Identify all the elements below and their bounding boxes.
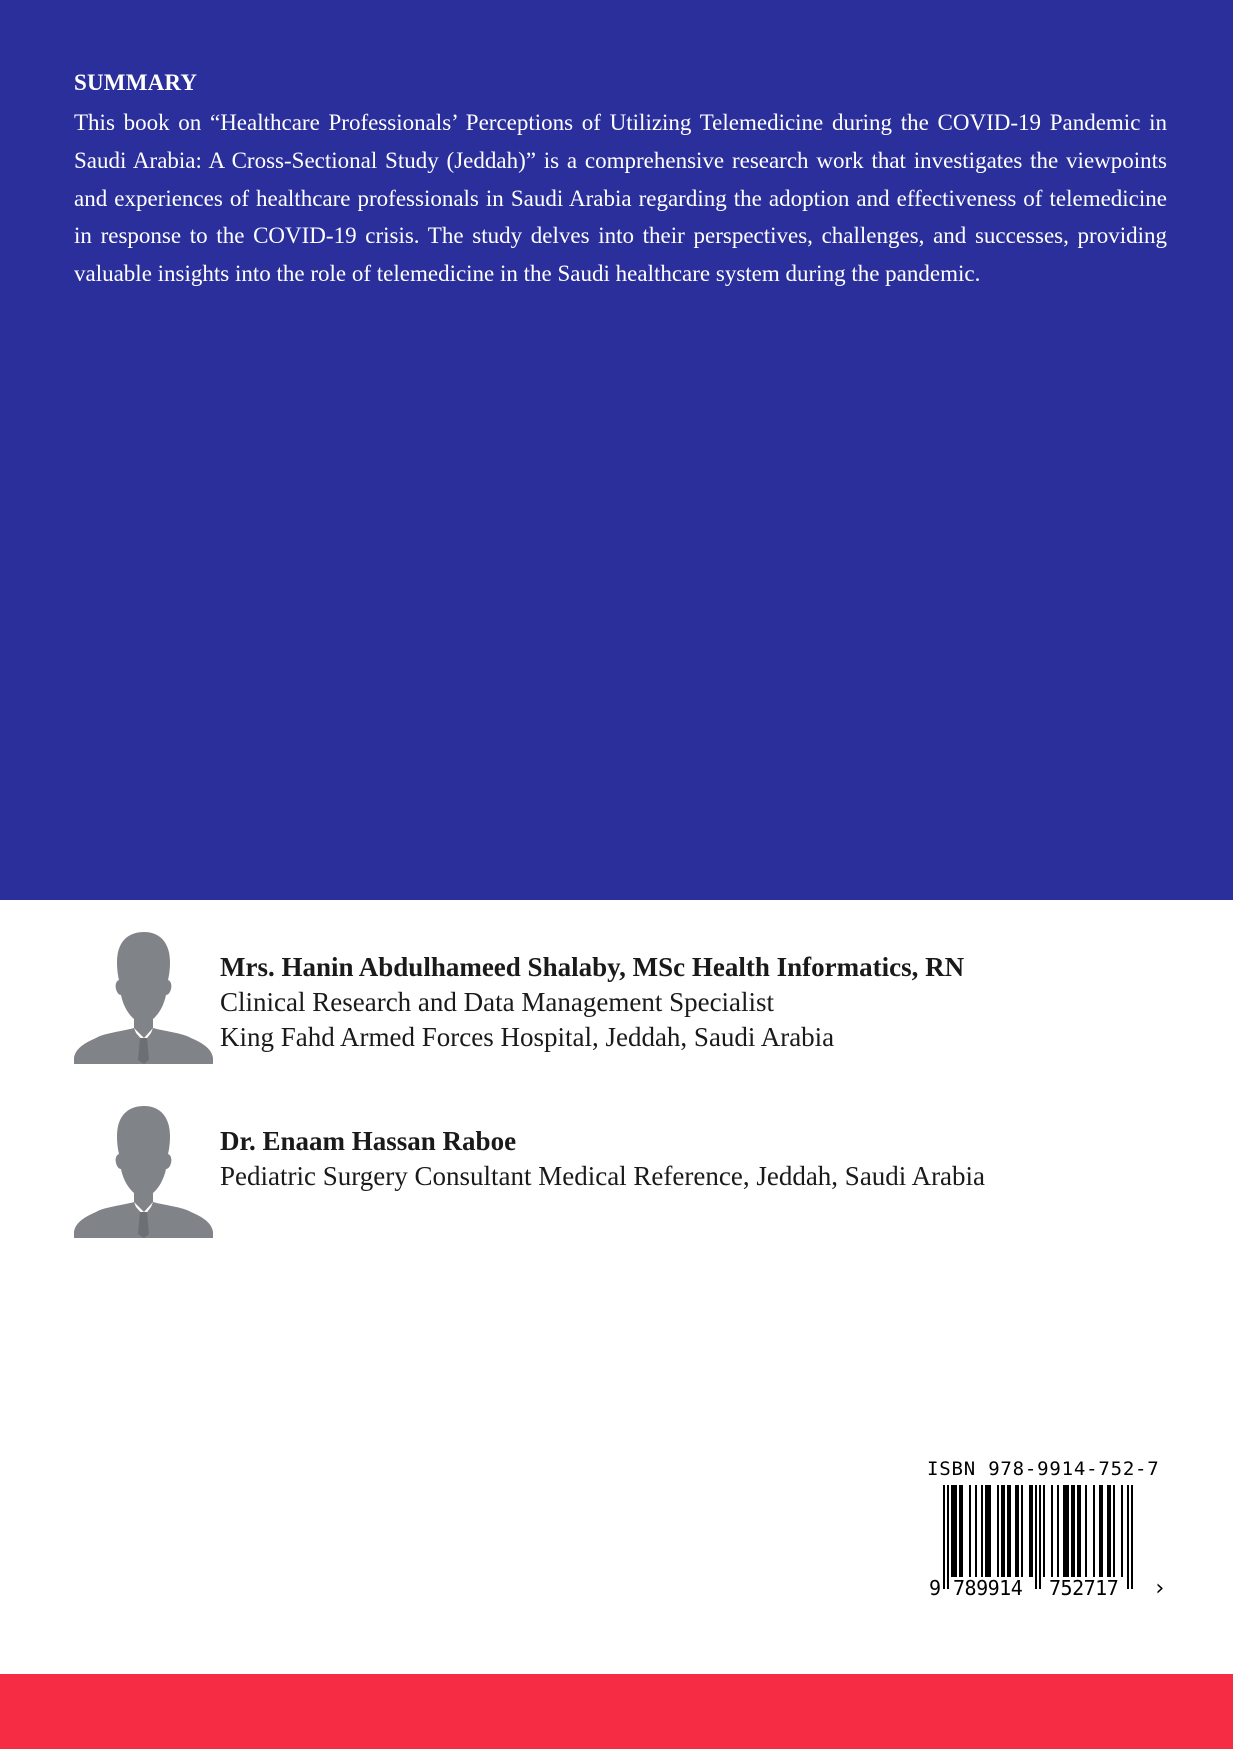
barcode-bar — [1017, 1485, 1019, 1577]
barcode-bar — [981, 1485, 983, 1577]
author-text-1 — [220, 950, 964, 1055]
barcode-bar — [1127, 1485, 1129, 1589]
barcode-bar — [1057, 1485, 1059, 1577]
author-block-1 — [74, 930, 1174, 1065]
person-silhouette-icon — [74, 1104, 213, 1238]
barcode-bar — [1073, 1485, 1075, 1577]
barcode-bar — [955, 1485, 957, 1577]
barcode-bar — [1015, 1485, 1017, 1577]
summary-body: This book on “Healthcare Professionals’ Perceptions of Utilizing Telemedicine during the COVID-19 Pandemic in Saudi Arabia: A Cross-Sectional Study (Jeddah)” is a comprehensive research work that investigates the viewpoints and experiences of healthcare professionals in Saudi Arabia regarding the adoption and effectiveness of telemedicine in response to the COVID-19 crisis. The study delves into their perspectives, challenges, and successes, providing valuable insights into the role of telemedicine in the Saudi healthcare system during the pandemic. — [74, 110, 1167, 287]
barcode-bar — [1029, 1485, 1031, 1577]
barcode-right-digits: 752717 — [1049, 1576, 1119, 1597]
barcode-bar — [1113, 1485, 1115, 1577]
author-name: Dr. Enaam Hassan Raboe — [220, 1126, 517, 1156]
barcode-bar — [1099, 1485, 1101, 1577]
barcode-bar — [975, 1485, 977, 1577]
barcode-bar — [951, 1485, 953, 1577]
barcode-bars — [943, 1485, 1133, 1589]
barcode-end-mark: › — [1153, 1576, 1167, 1597]
barcode-left-digits: 789914 — [953, 1576, 1023, 1597]
author-affiliation: King Fahd Armed Forces Hospital, Jeddah, Saudi Arabia — [220, 1022, 835, 1052]
barcode-bar — [1085, 1485, 1087, 1577]
isbn-barcode — [927, 1485, 1167, 1597]
barcode-bar — [1093, 1485, 1095, 1577]
author-title: Clinical Research and Data Management Specialist — [220, 987, 775, 1017]
barcode-bar — [1039, 1485, 1041, 1589]
barcode-bar — [1065, 1485, 1067, 1577]
barcode-bar — [1131, 1485, 1133, 1589]
barcode-bar — [997, 1485, 999, 1577]
barcode-bar — [1001, 1485, 1003, 1577]
barcode-bar — [959, 1485, 961, 1577]
barcode-bar — [1003, 1485, 1005, 1577]
barcode-bar — [961, 1485, 963, 1577]
summary-title: SUMMARY — [74, 70, 198, 95]
barcode-bar — [987, 1485, 989, 1577]
author-name: Mrs. Hanin Abdulhameed Shalaby, MSc Health Informatics, RN — [220, 952, 965, 982]
barcode-bar — [1077, 1485, 1079, 1577]
author-text-2 — [220, 1124, 985, 1194]
isbn-label: ISBN 978-9914-752-7 — [927, 1458, 1160, 1480]
barcode-bar — [1067, 1485, 1069, 1577]
barcode-bar — [953, 1485, 955, 1577]
barcode-bar — [1071, 1485, 1073, 1577]
barcode-bar — [947, 1485, 949, 1589]
barcode-bar — [1121, 1485, 1123, 1577]
barcode-bar — [989, 1485, 991, 1577]
barcode-bar — [969, 1485, 971, 1577]
barcode-bar — [1109, 1485, 1111, 1577]
barcode-bar — [1035, 1485, 1037, 1589]
barcode-bar — [943, 1485, 945, 1589]
footer-red-bar — [0, 1674, 1233, 1749]
barcode-bar — [1107, 1485, 1109, 1577]
barcode-bar — [1101, 1485, 1103, 1577]
barcode-bar — [1009, 1485, 1011, 1577]
barcode-bar — [1021, 1485, 1023, 1577]
barcode-bar — [1043, 1485, 1045, 1577]
barcode-bar — [1031, 1485, 1033, 1577]
barcode-bar — [1079, 1485, 1081, 1577]
barcode-bar — [1051, 1485, 1053, 1577]
barcode-bar — [985, 1485, 987, 1577]
author-affiliation: Pediatric Surgery Consultant Medical Reference, Jeddah, Saudi Arabia — [220, 1161, 986, 1191]
barcode-bar — [1007, 1485, 1009, 1577]
barcode-first-digit: 9 — [929, 1576, 942, 1597]
author-block-2 — [74, 1104, 1174, 1239]
barcode-bar — [1063, 1485, 1065, 1577]
person-silhouette-icon — [74, 930, 213, 1064]
